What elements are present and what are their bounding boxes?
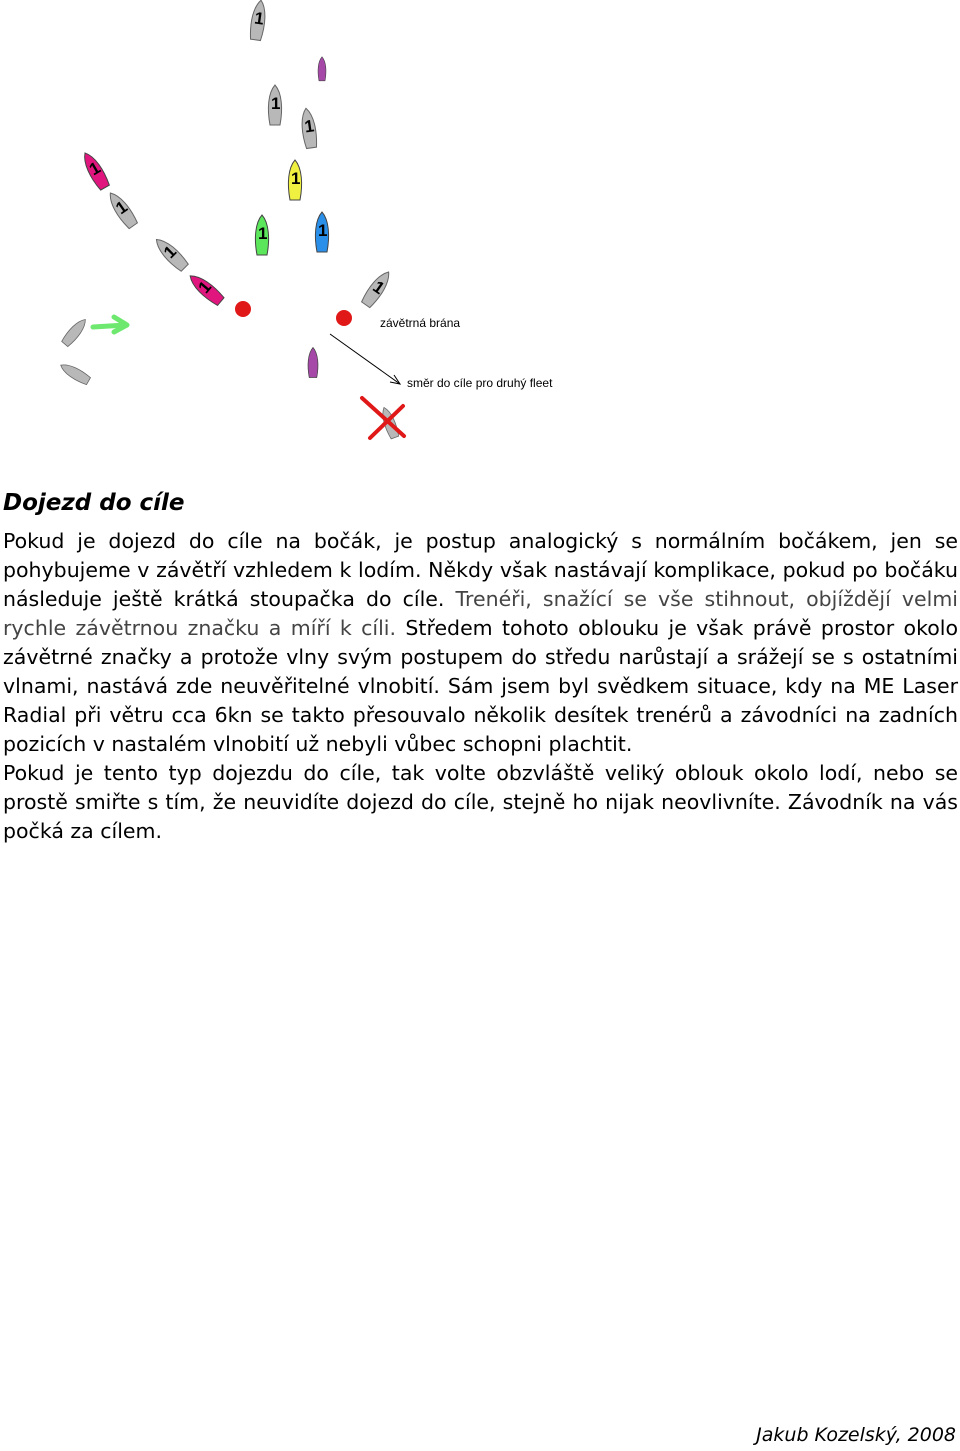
boat-gray-1	[249, 0, 268, 41]
svg-text:1: 1	[253, 8, 266, 29]
svg-text:1: 1	[303, 116, 316, 137]
boat-purple-1	[318, 57, 326, 81]
article-heading: Dojezd do cíle	[3, 490, 185, 516]
boat-green-1	[255, 215, 268, 255]
svg-text:1: 1	[291, 169, 301, 188]
boat-blue-1	[315, 212, 328, 252]
boat-gray-2	[268, 85, 281, 125]
leeward-mark-left	[235, 301, 251, 317]
direction-label: směr do cíle pro druhý fleet	[407, 376, 553, 390]
boat-gray-3	[299, 107, 318, 148]
boat-magenta-1	[79, 150, 110, 191]
author-signature: Jakub Kozelský, 2008	[756, 1424, 956, 1446]
direction-arrow	[330, 334, 400, 384]
svg-text:1: 1	[112, 197, 131, 219]
boat-yellow-1	[288, 160, 301, 200]
boat-gray-7	[61, 316, 90, 347]
svg-text:1: 1	[194, 277, 216, 297]
boat-gray-8	[58, 361, 91, 386]
boat-purple-2	[308, 348, 318, 378]
svg-text:1: 1	[271, 94, 281, 113]
leeward-mark-right	[336, 310, 352, 326]
paragraph-2: Pokud je tento typ dojezdu do cíle, tak volte obzvláště veliký oblouk okolo lodí, nebo se prostě smiřte s tím, že neuvidíte dojezd do cíle, stejně ho nijak neovlivníte. Závodník na vás počká za cílem.	[3, 761, 958, 843]
green-arrow	[93, 317, 127, 332]
gate-label: závětrná brána	[380, 316, 461, 330]
article-body	[3, 527, 958, 846]
boat-gray-6	[360, 268, 394, 308]
paragraph-1-part-3: Středem tohoto oblouku je však právě prostor okolo závětrné značky a protože vlny svým postupem do středu narůstají a srážejí se s ostatními vlnami, nastává zde neuvěřitelné vlnobití. Sám jsem byl svědkem situace, kdy na ME Laser Radial při větru cca 6kn se takto přesouvalo několik desítek trenérů a závodníci na zadních pozicích v nastalém vlnobití už nebyli vůbec schopni plachtit.	[3, 616, 958, 756]
svg-text:1: 1	[86, 158, 104, 180]
svg-text:1: 1	[159, 241, 181, 263]
svg-text:1: 1	[258, 224, 268, 243]
boat-magenta-2	[186, 271, 225, 307]
svg-text:1: 1	[369, 277, 388, 299]
boat-gray-5	[152, 235, 190, 273]
paragraph-1	[3, 527, 958, 759]
paragraph-1-part-1: Pokud je dojezd do cíle na bočák, je postup analogický s normálním bočákem, jen se pohybujeme v závětří vzhledem k lodím. Někdy však nastávají komplikace, pokud po bočáku následuje ještě krátká stoupačka do cíle.	[3, 529, 958, 611]
cross-mark	[362, 398, 404, 438]
paragraph-1-part-2: Trenéři, snažící se vše stihnout, objíždějí velmi rychle závětrnou značku a míří k cíli.	[3, 587, 958, 640]
boat-gray-4	[105, 189, 139, 229]
svg-text:1: 1	[318, 221, 328, 240]
race-diagram	[0, 0, 960, 460]
